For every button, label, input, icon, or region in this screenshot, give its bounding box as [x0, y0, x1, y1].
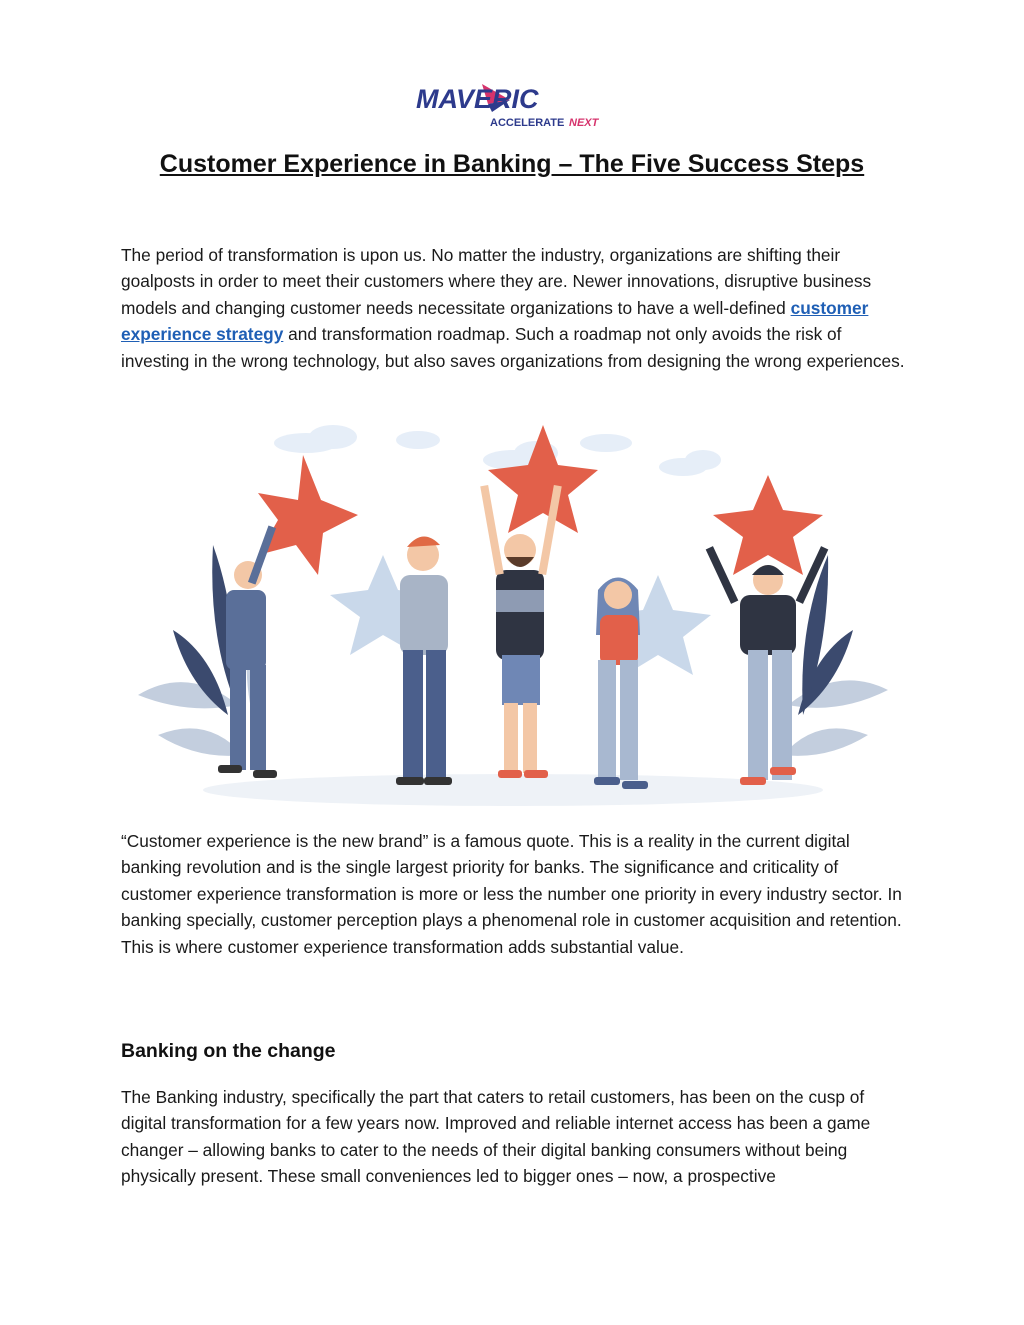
quote-paragraph: “Customer experience is the new brand” is a famous quote. This is a reality in the current digital banking revolution and is the single largest priority for banks. The significance and criticality of customer experience transformation is more or less the number one priority in every industry sector. In banking specially, customer perception plays a phenomenal role in customer acquisition and retention. This is where customer experience transformation adds substantial value. — [121, 831, 902, 957]
person-2 — [396, 536, 452, 785]
logo-brand: MAVERIC — [416, 84, 539, 114]
person-1 — [218, 525, 277, 778]
person-3 — [480, 485, 562, 778]
intro-paragraph — [121, 242, 911, 374]
leaves-right — [783, 555, 888, 756]
section-paragraph: The Banking industry, specifically the part that caters to retail customers, has been on the cusp of digital transformation for a few years now. Improved and reliable internet access has been a game changer – allowing banks to cater to the needs of their digital banking consumers without being physically present. These small conveniences led to bigger ones – now, a prospective — [121, 1087, 871, 1187]
page-title: Customer Experience in Banking – The Five Success Steps — [159, 150, 865, 178]
person-4 — [594, 578, 648, 790]
people-holding-stars-illustration — [118, 415, 908, 810]
customer-experience-strategy-link[interactable]: customer experience strategy — [121, 297, 869, 345]
maveric-logo — [412, 78, 612, 130]
intro-text-start: The period of transformation is upon us. No matter the industry, organizations are shifting their goalposts in order to meet their customers where they are. Newer innovations, disruptive business models and changing customer needs necessitate organizations to have a well-defined — [121, 245, 872, 318]
section-heading: Banking on the change — [121, 1040, 336, 1062]
clouds — [274, 425, 721, 476]
logo-tagline-next: NEXT — [569, 117, 599, 129]
intro-text-end: and transformation roadmap. Such a roadmap not only avoids the risk of investing in the wrong technology, but also saves organizations from designing the wrong experiences. — [121, 324, 905, 371]
logo-tagline-accelerate: ACCELERATE — [490, 117, 565, 129]
